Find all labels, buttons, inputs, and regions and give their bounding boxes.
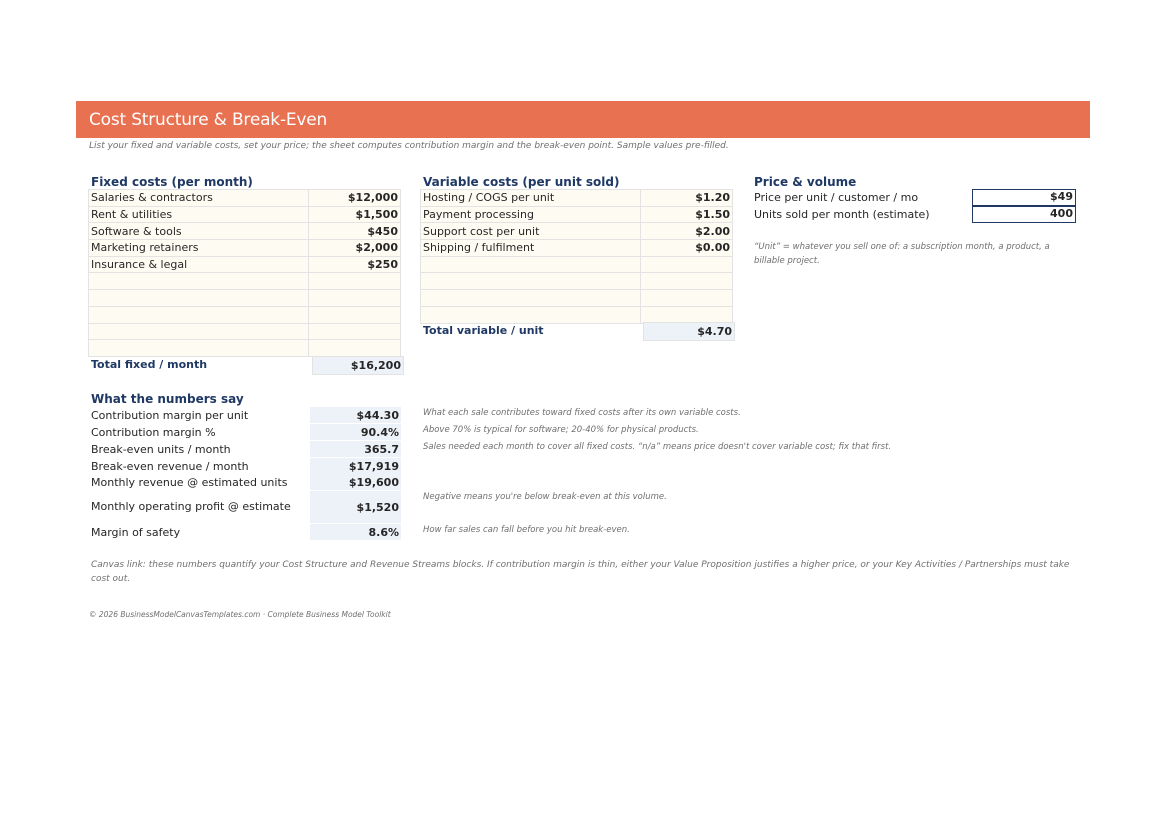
variable-costs-table [420,189,733,324]
variable-cost-label[interactable]: Hosting / COGS per unit [421,190,641,207]
empty-cell[interactable] [89,273,309,290]
empty-cell[interactable] [421,273,641,290]
metric-row [89,407,401,424]
metric-row [89,474,401,491]
metric-label: Monthly revenue @ estimated units [91,476,288,489]
fixed-total-label: Total fixed / month [91,358,208,371]
empty-cell[interactable] [421,290,641,307]
metric-note: How far sales can fall before you hit break-even. [423,525,630,535]
fixed-cost-value[interactable]: $250 [309,256,401,273]
metric-label: Contribution margin % [91,426,216,439]
fixed-total-value: $16,200 [312,356,404,375]
page-title: Cost Structure & Break-Even [89,109,328,130]
empty-cell[interactable] [641,306,733,323]
metric-row [89,424,401,441]
fixed-cost-value[interactable]: $1,500 [309,206,401,223]
empty-cell[interactable] [421,306,641,323]
copyright: © 2026 BusinessModelCanvasTemplates.com · Complete Business Model Toolkit [89,610,391,619]
variable-total-value: $4.70 [643,322,735,341]
metric-value: $44.30 [310,407,401,424]
price-label: Price per unit / customer / mo [754,191,919,204]
fixed-cost-label[interactable]: Marketing retainers [89,240,309,257]
variable-cost-label[interactable]: Support cost per unit [421,223,641,240]
metric-row [89,458,401,475]
variable-cost-label[interactable]: Payment processing [421,206,641,223]
metric-label: Break-even revenue / month [91,460,249,473]
empty-cell[interactable] [89,323,309,340]
fixed-costs-table [88,189,401,357]
empty-cell[interactable] [641,273,733,290]
units-input[interactable]: 400 [972,206,1076,223]
metric-row [89,441,401,458]
metric-value: 90.4% [310,424,401,441]
metric-row [89,524,401,541]
empty-cell[interactable] [641,290,733,307]
table-row [89,240,401,257]
fixed-costs-heading: Fixed costs (per month) [91,175,253,189]
fixed-cost-value[interactable]: $12,000 [309,190,401,207]
fixed-cost-label[interactable]: Insurance & legal [89,256,309,273]
fixed-cost-label[interactable]: Software & tools [89,223,309,240]
page-subtitle: List your fixed and variable costs, set your price; the sheet computes contribution margin and the break-even point. Sample values pre-filled. [89,141,729,151]
empty-cell[interactable] [309,323,401,340]
empty-row [89,273,401,290]
table-row [89,190,401,207]
table-row [421,206,733,223]
units-row [754,206,1078,223]
empty-row [89,323,401,340]
metric-note: What each sale contributes toward fixed costs after its own variable costs. [423,408,741,418]
metric-value: $1,520 [310,491,401,524]
metric-label: Margin of safety [91,526,181,539]
fixed-cost-label[interactable]: Salaries & contractors [89,190,309,207]
table-row [421,223,733,240]
empty-row [421,290,733,307]
metric-label: Break-even units / month [91,443,231,456]
price-volume-heading: Price & volume [754,175,857,189]
variable-costs-heading: Variable costs (per unit sold) [423,175,620,189]
empty-row [421,273,733,290]
metric-label: Monthly operating profit @ estimate [91,500,291,513]
fixed-cost-value[interactable]: $450 [309,223,401,240]
empty-row [421,256,733,273]
canvas-link-note: Canvas link: these numbers quantify your Cost Structure and Revenue Streams blocks. If contribution margin is thin, either your Value Proposition justifies a higher price, or your Key Activities / Partnerships must take cost out. [91,560,1070,584]
table-row [89,223,401,240]
empty-cell[interactable] [309,340,401,357]
metric-label: Contribution margin per unit [91,409,249,422]
title-banner [76,101,1090,138]
price-input[interactable]: $49 [972,189,1076,206]
metric-row [89,491,401,524]
variable-cost-label[interactable]: Shipping / fulfilment [421,240,641,257]
empty-row [421,306,733,323]
empty-cell[interactable] [89,290,309,307]
empty-cell[interactable] [641,256,733,273]
empty-row [89,306,401,323]
variable-cost-value[interactable]: $0.00 [641,240,733,257]
variable-total-label: Total variable / unit [423,324,544,337]
empty-cell[interactable] [89,340,309,357]
empty-cell[interactable] [309,290,401,307]
empty-row [89,340,401,357]
metric-value: $19,600 [310,474,401,491]
empty-cell[interactable] [309,273,401,290]
empty-cell[interactable] [309,306,401,323]
metric-value: 365.7 [310,441,401,458]
numbers-heading: What the numbers say [91,392,244,406]
price-row [754,189,1078,206]
table-row [89,256,401,273]
units-label: Units sold per month (estimate) [754,208,930,221]
fixed-total-row [89,356,404,375]
metric-value: 8.6% [310,524,401,541]
table-row [89,206,401,223]
fixed-cost-label[interactable]: Rent & utilities [89,206,309,223]
table-row [421,240,733,257]
empty-row [89,290,401,307]
empty-cell[interactable] [421,256,641,273]
metric-note: Sales needed each month to cover all fixed costs. “n/a” means price doesn't cover variable cost; fix that first. [423,442,892,452]
variable-cost-value[interactable]: $2.00 [641,223,733,240]
fixed-cost-value[interactable]: $2,000 [309,240,401,257]
variable-cost-value[interactable]: $1.50 [641,206,733,223]
metric-value: $17,919 [310,458,401,475]
table-row [421,190,733,207]
variable-total-row [421,322,735,341]
metric-note: Negative means you're below break-even at this volume. [423,492,667,502]
variable-cost-value[interactable]: $1.20 [641,190,733,207]
empty-cell[interactable] [89,306,309,323]
metric-note: Above 70% is typical for software; 20-40% for physical products. [423,425,699,435]
unit-definition-note: “Unit” = whatever you sell one of: a subscription month, a product, a billable project. [754,242,1050,266]
